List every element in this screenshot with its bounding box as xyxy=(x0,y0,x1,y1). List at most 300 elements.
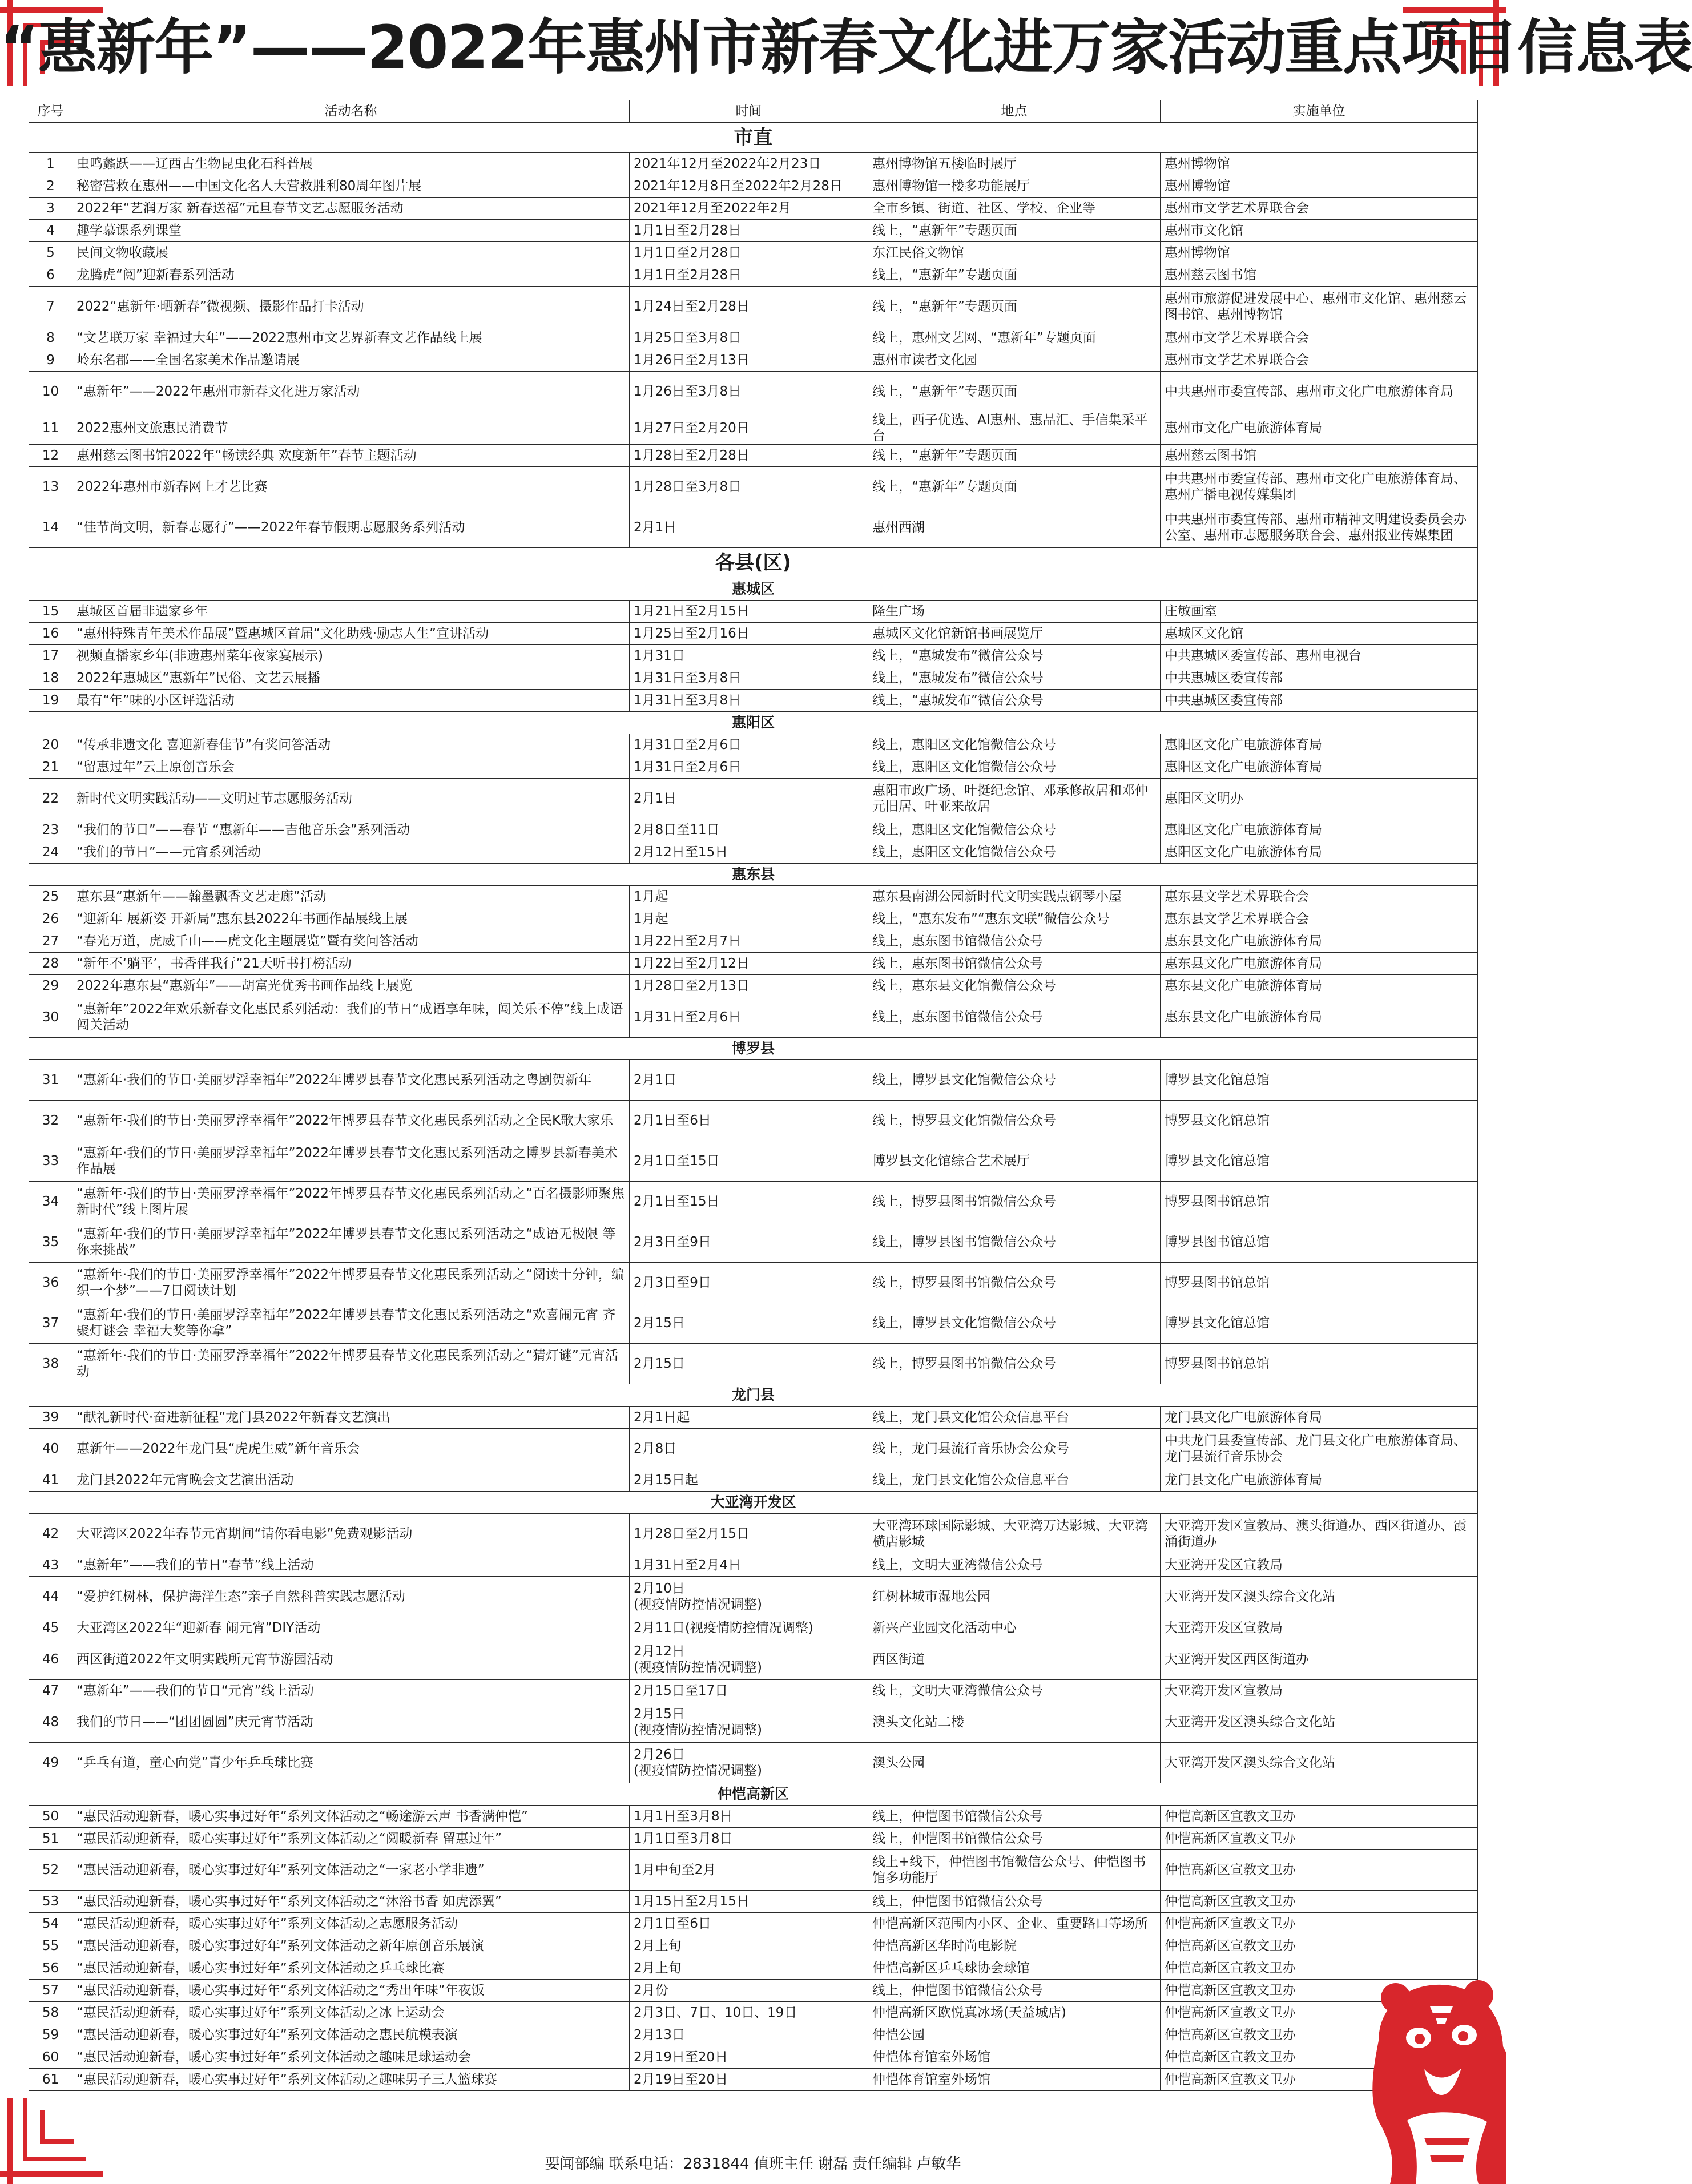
district-title: 仲恺高新区 xyxy=(29,1783,1478,1806)
table-row xyxy=(29,623,1478,645)
cell-time: 1月25日至3月8日 xyxy=(630,327,868,349)
table-body xyxy=(29,123,1478,2091)
table-row xyxy=(29,2069,1478,2091)
cell-no: 49 xyxy=(29,1743,72,1783)
cell-time: 1月21日至2月15日 xyxy=(630,601,868,623)
cell-place: 线上，惠州文艺网、“惠新年”专题页面 xyxy=(868,327,1161,349)
section-title: 市直 xyxy=(29,123,1478,153)
cell-org: 庄敏画室 xyxy=(1161,601,1478,623)
cell-name: “惠民活动迎新春，暖心实事过好年”系列文体活动之“畅途游云声 书香满仲恺” xyxy=(72,1806,630,1828)
cell-org: 中共惠州市委宣传部、惠州市文化广电旅游体育局 xyxy=(1161,372,1478,412)
cell-place: 线上，惠阳区文化馆微信公众号 xyxy=(868,841,1161,864)
table-row xyxy=(29,1891,1478,1913)
cell-org: 仲恺高新区宣教文卫办 xyxy=(1161,2024,1478,2046)
cell-place: 西区街道 xyxy=(868,1639,1161,1680)
cell-place: 线上，“惠城发布”微信公众号 xyxy=(868,645,1161,667)
cell-org: 中共惠城区委宣传部 xyxy=(1161,690,1478,712)
cell-org: 惠州慈云图书馆 xyxy=(1161,264,1478,287)
cell-name: “乒乓有道，童心向党”青少年乒乓球比赛 xyxy=(72,1743,630,1783)
cell-org: 仲恺高新区宣教文卫办 xyxy=(1161,1850,1478,1891)
cell-place: 惠州西湖 xyxy=(868,507,1161,548)
cell-no: 10 xyxy=(29,372,72,412)
cell-time: 2月3日至9日 xyxy=(630,1263,868,1303)
table-row xyxy=(29,1639,1478,1680)
cell-time: 2月1日至15日 xyxy=(630,1182,868,1222)
cell-place: 东江民俗文物馆 xyxy=(868,242,1161,264)
cell-org: 惠州慈云图书馆 xyxy=(1161,445,1478,467)
cell-name: “爱护红树林，保护海洋生态”亲子自然科普实践志愿活动 xyxy=(72,1577,630,1617)
cell-name: 龙腾虎“阅”迎新春系列活动 xyxy=(72,264,630,287)
cell-org: 博罗县文化馆总馆 xyxy=(1161,1101,1478,1141)
table-row xyxy=(29,1303,1478,1344)
cell-org: 博罗县文化馆总馆 xyxy=(1161,1303,1478,1344)
cell-name: “惠州特殊青年美术作品展”暨惠城区首届“文化助残·励志人生”宣讲活动 xyxy=(72,623,630,645)
cell-time: 1月1日至3月8日 xyxy=(630,1828,868,1850)
table-row xyxy=(29,349,1478,372)
cell-org: 大亚湾开发区澳头综合文化站 xyxy=(1161,1577,1478,1617)
cell-no: 5 xyxy=(29,242,72,264)
cell-name: 惠东县“惠新年——翰墨飘香文艺走廊”活动 xyxy=(72,886,630,908)
cell-time: 1月31日至3月8日 xyxy=(630,690,868,712)
cell-place: 线上，博罗县文化馆微信公众号 xyxy=(868,1060,1161,1101)
district-title: 惠东县 xyxy=(29,864,1478,886)
cell-org: 惠州市文化馆 xyxy=(1161,220,1478,242)
cell-name: “惠新年·我们的节日·美丽罗浮幸福年”2022年博罗县春节文化惠民系列活动之“百名摄影师聚焦新时代”线上图片展 xyxy=(72,1182,630,1222)
cell-place: 线上，“惠新年”专题页面 xyxy=(868,467,1161,507)
cell-name: 最有“年”味的小区评选活动 xyxy=(72,690,630,712)
table-row xyxy=(29,264,1478,287)
table-row xyxy=(29,1182,1478,1222)
cell-org: 大亚湾开发区澳头综合文化站 xyxy=(1161,1702,1478,1743)
cell-place: 红树林城市湿地公园 xyxy=(868,1577,1161,1617)
cell-time: 2月8日 xyxy=(630,1429,868,1469)
table-row xyxy=(29,841,1478,864)
cell-place: 线上，西子优选、AI惠州、惠品汇、手信集采平台 xyxy=(868,412,1161,445)
cell-time: 2月1日至6日 xyxy=(630,1101,868,1141)
cell-place: 线上，龙门县流行音乐协会公众号 xyxy=(868,1429,1161,1469)
cell-org: 惠州市文学艺术界联合会 xyxy=(1161,349,1478,372)
table-row xyxy=(29,175,1478,198)
cell-time: 2月19日至20日 xyxy=(630,2046,868,2069)
cell-name: 我们的节日——“团团圆圆”庆元宵节活动 xyxy=(72,1702,630,1743)
cell-time: 2月上旬 xyxy=(630,1935,868,1957)
cell-no: 35 xyxy=(29,1222,72,1263)
cell-no: 61 xyxy=(29,2069,72,2091)
table-row xyxy=(29,372,1478,412)
cell-org: 仲恺高新区宣教文卫办 xyxy=(1161,1980,1478,2002)
table-row xyxy=(29,1407,1478,1429)
cell-name: 秘密营救在惠州——中国文化名人大营救胜利80周年图片展 xyxy=(72,175,630,198)
cell-org: 博罗县文化馆总馆 xyxy=(1161,1060,1478,1101)
cell-place: 线上，仲恺图书馆微信公众号 xyxy=(868,1806,1161,1828)
cell-place: 线上，龙门县文化馆公众信息平台 xyxy=(868,1469,1161,1492)
cell-time: 1月31日至2月4日 xyxy=(630,1554,868,1577)
cell-no: 25 xyxy=(29,886,72,908)
cell-no: 19 xyxy=(29,690,72,712)
cell-no: 42 xyxy=(29,1514,72,1554)
cell-place: 大亚湾环球国际影城、大亚湾万达影城、大亚湾横店影城 xyxy=(868,1514,1161,1554)
cell-time: 2月15日 xyxy=(630,1344,868,1384)
cell-org: 仲恺高新区宣教文卫办 xyxy=(1161,1828,1478,1850)
district-title: 博罗县 xyxy=(29,1038,1478,1060)
cell-no: 2 xyxy=(29,175,72,198)
cell-time: 2月11日(视疫情防控情况调整) xyxy=(630,1617,868,1639)
cell-no: 12 xyxy=(29,445,72,467)
cell-time: 2月份 xyxy=(630,1980,868,2002)
table-row xyxy=(29,1060,1478,1101)
cell-org: 惠州市文学艺术界联合会 xyxy=(1161,198,1478,220)
cell-time: 1月22日至2月12日 xyxy=(630,953,868,975)
cell-name: 西区街道2022年文明实践所元宵节游园活动 xyxy=(72,1639,630,1680)
header-time: 时间 xyxy=(630,100,868,123)
cell-no: 48 xyxy=(29,1702,72,1743)
activity-table xyxy=(29,100,1478,2091)
cell-name: “佳节尚文明，新春志愿行”——2022年春节假期志愿服务系列活动 xyxy=(72,507,630,548)
table-row xyxy=(29,1469,1478,1492)
cell-no: 4 xyxy=(29,220,72,242)
cell-name: 大亚湾区2022年春节元宵期间“请你看电影”免费观影活动 xyxy=(72,1514,630,1554)
cell-place: 线上，惠阳区文化馆微信公众号 xyxy=(868,756,1161,779)
cell-name: “迎新年 展新姿 开新局”惠东县2022年书画作品展线上展 xyxy=(72,908,630,930)
cell-place: 仲恺高新区乒乓球协会球馆 xyxy=(868,1957,1161,1980)
cell-time: 2月1日 xyxy=(630,779,868,819)
table-row xyxy=(29,198,1478,220)
cell-time: 2月1日 xyxy=(630,507,868,548)
cell-org: 惠阳区文明办 xyxy=(1161,779,1478,819)
cell-name: 2022年惠城区“惠新年”民俗、文艺云展播 xyxy=(72,667,630,690)
cell-org: 大亚湾开发区澳头综合文化站 xyxy=(1161,1743,1478,1783)
cell-place: 仲恺高新区欧悦真冰场(天益城店) xyxy=(868,2002,1161,2024)
cell-no: 17 xyxy=(29,645,72,667)
cell-org: 惠阳区文化广电旅游体育局 xyxy=(1161,734,1478,756)
cell-place: 线上，仲恺图书馆微信公众号 xyxy=(868,1828,1161,1850)
district-title: 惠阳区 xyxy=(29,712,1478,734)
cell-place: 线上，“惠新年”专题页面 xyxy=(868,445,1161,467)
tiger-mascot-icon xyxy=(1356,1972,1506,2184)
cell-time: 1月31日至2月6日 xyxy=(630,756,868,779)
cell-place: 博罗县文化馆综合艺术展厅 xyxy=(868,1141,1161,1182)
cell-time: 2月19日至20日 xyxy=(630,2069,868,2091)
district-title: 大亚湾开发区 xyxy=(29,1492,1478,1514)
table-row xyxy=(29,1429,1478,1469)
cell-org: 大亚湾开发区宣教局 xyxy=(1161,1680,1478,1702)
cell-place: 仲恺公园 xyxy=(868,2024,1161,2046)
cell-org: 惠东县文化广电旅游体育局 xyxy=(1161,930,1478,953)
table-row xyxy=(29,1957,1478,1980)
table-row xyxy=(29,1743,1478,1783)
cell-place: 惠阳市政广场、叶挺纪念馆、邓承修故居和邓仲元旧居、叶亚来故居 xyxy=(868,779,1161,819)
cell-no: 24 xyxy=(29,841,72,864)
cell-org: 龙门县文化广电旅游体育局 xyxy=(1161,1469,1478,1492)
table-row xyxy=(29,153,1478,175)
footer-credits: 要闻部编 联系电话：2831844 值班主任 谢磊 责任编辑 卢敏华 xyxy=(545,2155,961,2173)
cell-name: 2022惠州文旅惠民消费节 xyxy=(72,412,630,445)
cell-time: 1月28日至2月28日 xyxy=(630,445,868,467)
cell-name: “留惠过年”云上原创音乐会 xyxy=(72,756,630,779)
table-row xyxy=(29,1850,1478,1891)
cell-time: 2021年12月至2022年2月23日 xyxy=(630,153,868,175)
cell-no: 6 xyxy=(29,264,72,287)
table-row xyxy=(29,1935,1478,1957)
cell-place: 线上，博罗县图书馆微信公众号 xyxy=(868,1182,1161,1222)
cell-name: “惠民活动迎新春，暖心实事过好年”系列文体活动之“秀出年味”年夜饭 xyxy=(72,1980,630,2002)
table-header-row xyxy=(29,100,1478,123)
cell-place: 线上，“惠新年”专题页面 xyxy=(868,220,1161,242)
cell-time: 1月31日至2月6日 xyxy=(630,997,868,1038)
cell-name: “惠新年”——2022年惠州市新春文化进万家活动 xyxy=(72,372,630,412)
cell-no: 23 xyxy=(29,819,72,841)
table-row xyxy=(29,242,1478,264)
cell-no: 28 xyxy=(29,953,72,975)
cell-org: 惠州博物馆 xyxy=(1161,242,1478,264)
cell-place: 线上，“惠东发布”“惠东文联”微信公众号 xyxy=(868,908,1161,930)
cell-time: 2月15日至17日 xyxy=(630,1680,868,1702)
cell-place: 线上，博罗县图书馆微信公众号 xyxy=(868,1344,1161,1384)
cell-org: 中共惠州市委宣传部、惠州市文化广电旅游体育局、惠州广播电视传媒集团 xyxy=(1161,467,1478,507)
cell-name: 2022“惠新年·晒新春”微视频、摄影作品打卡活动 xyxy=(72,287,630,327)
cell-name: “惠民活动迎新春，暖心实事过好年”系列文体活动之“阅暖新春 留惠过年” xyxy=(72,1828,630,1850)
cell-org: 大亚湾开发区宣教局、澳头街道办、西区街道办、霞涌街道办 xyxy=(1161,1514,1478,1554)
cell-no: 51 xyxy=(29,1828,72,1850)
cell-no: 50 xyxy=(29,1806,72,1828)
table-row xyxy=(29,2024,1478,2046)
cell-no: 38 xyxy=(29,1344,72,1384)
table-row xyxy=(29,2046,1478,2069)
cell-place: 线上，博罗县图书馆微信公众号 xyxy=(868,1263,1161,1303)
cell-name: “春光万道，虎威千山——虎文化主题展览”暨有奖问答活动 xyxy=(72,930,630,953)
cell-org: 惠州博物馆 xyxy=(1161,175,1478,198)
cell-org: 大亚湾开发区宣教局 xyxy=(1161,1617,1478,1639)
cell-time: 2月15日起 xyxy=(630,1469,868,1492)
cell-name: “惠民活动迎新春，暖心实事过好年”系列文体活动之新年原创音乐展演 xyxy=(72,1935,630,1957)
table-row xyxy=(29,1101,1478,1141)
cell-time: 2月13日 xyxy=(630,2024,868,2046)
cell-place: 线上，博罗县文化馆微信公众号 xyxy=(868,1303,1161,1344)
cell-place: 惠州博物馆一楼多功能展厅 xyxy=(868,175,1161,198)
cell-no: 55 xyxy=(29,1935,72,1957)
cell-org: 惠州市文学艺术界联合会 xyxy=(1161,327,1478,349)
cell-name: “惠新年·我们的节日·美丽罗浮幸福年”2022年博罗县春节文化惠民系列活动之“欢喜闹元宵 齐聚灯谜会 幸福大奖等你拿” xyxy=(72,1303,630,1344)
district-title: 龙门县 xyxy=(29,1384,1478,1407)
cell-org: 惠东县文化广电旅游体育局 xyxy=(1161,975,1478,997)
cell-time: 1月24日至2月28日 xyxy=(630,287,868,327)
cell-no: 15 xyxy=(29,601,72,623)
district-header-row xyxy=(29,1492,1478,1514)
cell-name: “惠新年”——我们的节日“春节”线上活动 xyxy=(72,1554,630,1577)
table-row xyxy=(29,467,1478,507)
cell-time: 1月起 xyxy=(630,908,868,930)
cell-no: 58 xyxy=(29,2002,72,2024)
table-row xyxy=(29,601,1478,623)
cell-name: 惠城区首届非遗家乡年 xyxy=(72,601,630,623)
table-row xyxy=(29,2002,1478,2024)
cell-name: “献礼新时代·奋进新征程”龙门县2022年新春文艺演出 xyxy=(72,1407,630,1429)
cell-org: 仲恺高新区宣教文卫办 xyxy=(1161,2046,1478,2069)
cell-name: “我们的节日”——元宵系列活动 xyxy=(72,841,630,864)
cell-place: 仲恺高新区华时尚电影院 xyxy=(868,1935,1161,1957)
cell-name: 视频直播家乡年(非遗惠州菜年夜家宴展示) xyxy=(72,645,630,667)
cell-name: “惠新年·我们的节日·美丽罗浮幸福年”2022年博罗县春节文化惠民系列活动之“猜灯谜”元宵活动 xyxy=(72,1344,630,1384)
cell-no: 22 xyxy=(29,779,72,819)
cell-org: 博罗县图书馆总馆 xyxy=(1161,1182,1478,1222)
cell-name: “惠民活动迎新春，暖心实事过好年”系列文体活动之趣味男子三人篮球赛 xyxy=(72,2069,630,2091)
cell-org: 大亚湾开发区宣教局 xyxy=(1161,1554,1478,1577)
cell-name: “惠民活动迎新春，暖心实事过好年”系列文体活动之志愿服务活动 xyxy=(72,1913,630,1935)
cell-no: 20 xyxy=(29,734,72,756)
cell-name: “我们的节日”——春节 “惠新年——吉他音乐会”系列活动 xyxy=(72,819,630,841)
cell-time: 1月26日至2月13日 xyxy=(630,349,868,372)
cell-org: 惠阳区文化广电旅游体育局 xyxy=(1161,841,1478,864)
cell-no: 13 xyxy=(29,467,72,507)
cell-time: 2月1日起 xyxy=(630,1407,868,1429)
cell-time: 1月26日至3月8日 xyxy=(630,372,868,412)
cell-place: 线上+线下，仲恺图书馆微信公众号、仲恺图书馆多功能厅 xyxy=(868,1850,1161,1891)
cell-no: 27 xyxy=(29,930,72,953)
cell-org: 惠东县文化广电旅游体育局 xyxy=(1161,997,1478,1038)
cell-place: 惠州博物馆五楼临时展厅 xyxy=(868,153,1161,175)
table-row xyxy=(29,1680,1478,1702)
cell-place: 线上，惠东图书馆微信公众号 xyxy=(868,997,1161,1038)
section-title: 各县(区) xyxy=(29,548,1478,578)
cell-name: 新时代文明实践活动——文明过节志愿服务活动 xyxy=(72,779,630,819)
cell-org: 仲恺高新区宣教文卫办 xyxy=(1161,2069,1478,2091)
cell-org: 仲恺高新区宣教文卫办 xyxy=(1161,1891,1478,1913)
cell-name: “惠民活动迎新春，暖心实事过好年”系列文体活动之“一家老小学非遗” xyxy=(72,1850,630,1891)
table-row xyxy=(29,908,1478,930)
cell-no: 52 xyxy=(29,1850,72,1891)
cell-org: 惠州市文化广电旅游体育局 xyxy=(1161,412,1478,445)
district-header-row xyxy=(29,1783,1478,1806)
cell-place: 线上，文明大亚湾微信公众号 xyxy=(868,1554,1161,1577)
cell-name: “惠民活动迎新春，暖心实事过好年”系列文体活动之惠民航模表演 xyxy=(72,2024,630,2046)
cell-name: “惠新年·我们的节日·美丽罗浮幸福年”2022年博罗县春节文化惠民系列活动之“成语无极限 等你来挑战” xyxy=(72,1222,630,1263)
cell-place: 澳头公园 xyxy=(868,1743,1161,1783)
cell-name: 龙门县2022年元宵晚会文艺演出活动 xyxy=(72,1469,630,1492)
cell-no: 26 xyxy=(29,908,72,930)
cell-org: 中共龙门县委宣传部、龙门县文化广电旅游体育局、龙门县流行音乐协会 xyxy=(1161,1429,1478,1469)
cell-place: 线上，惠阳区文化馆微信公众号 xyxy=(868,734,1161,756)
cell-no: 3 xyxy=(29,198,72,220)
table-row xyxy=(29,445,1478,467)
cell-time: 2月10日 (视疫情防控情况调整) xyxy=(630,1577,868,1617)
cell-org: 博罗县图书馆总馆 xyxy=(1161,1263,1478,1303)
cell-place: 线上，惠东县文化馆微信公众号 xyxy=(868,975,1161,997)
cell-name: 岭东名郡——全国名家美术作品邀请展 xyxy=(72,349,630,372)
cell-org: 中共惠州市委宣传部、惠州市精神文明建设委员会办公室、惠州市志愿服务联合会、惠州报业传媒集团 xyxy=(1161,507,1478,548)
cell-name: “新年不‘躺平’，书香伴我行”21天听书打榜活动 xyxy=(72,953,630,975)
district-header-row xyxy=(29,712,1478,734)
cell-place: 线上，“惠城发布”微信公众号 xyxy=(868,667,1161,690)
cell-no: 56 xyxy=(29,1957,72,1980)
cell-name: “惠新年·我们的节日·美丽罗浮幸福年”2022年博罗县春节文化惠民系列活动之博罗县新春美术作品展 xyxy=(72,1141,630,1182)
table-row xyxy=(29,886,1478,908)
cell-no: 29 xyxy=(29,975,72,997)
cell-no: 14 xyxy=(29,507,72,548)
cell-no: 33 xyxy=(29,1141,72,1182)
cell-org: 仲恺高新区宣教文卫办 xyxy=(1161,2002,1478,2024)
cell-name: 趣学慕课系列课堂 xyxy=(72,220,630,242)
cell-no: 30 xyxy=(29,997,72,1038)
table-row xyxy=(29,1514,1478,1554)
table-row xyxy=(29,412,1478,445)
cell-place: 隆生广场 xyxy=(868,601,1161,623)
cell-no: 36 xyxy=(29,1263,72,1303)
cell-place: 线上，博罗县图书馆微信公众号 xyxy=(868,1222,1161,1263)
table-row xyxy=(29,1617,1478,1639)
cell-name: “惠新年”——我们的节日“元宵”线上活动 xyxy=(72,1680,630,1702)
cell-name: 2022年惠州市新春网上才艺比赛 xyxy=(72,467,630,507)
cell-no: 18 xyxy=(29,667,72,690)
cell-place: 线上，惠东图书馆微信公众号 xyxy=(868,953,1161,975)
cell-no: 47 xyxy=(29,1680,72,1702)
cell-place: 澳头文化站二楼 xyxy=(868,1702,1161,1743)
cell-no: 31 xyxy=(29,1060,72,1101)
cell-no: 53 xyxy=(29,1891,72,1913)
cell-name: “惠新年·我们的节日·美丽罗浮幸福年”2022年博罗县春节文化惠民系列活动之全民K歌大家乐 xyxy=(72,1101,630,1141)
cell-org: 惠州博物馆 xyxy=(1161,153,1478,175)
cell-name: “惠民活动迎新春，暖心实事过好年”系列文体活动之“沐浴书香 如虎添翼” xyxy=(72,1891,630,1913)
cell-time: 2月1日至15日 xyxy=(630,1141,868,1182)
cell-time: 2月8日至11日 xyxy=(630,819,868,841)
cell-time: 2月3日至9日 xyxy=(630,1222,868,1263)
cell-place: 仲恺体育馆室外场馆 xyxy=(868,2046,1161,2069)
cell-time: 2021年12月8日至2022年2月28日 xyxy=(630,175,868,198)
cell-name: “惠新年·我们的节日·美丽罗浮幸福年”2022年博罗县春节文化惠民系列活动之“阅读十分钟，编织一个梦”——7日阅读计划 xyxy=(72,1263,630,1303)
cell-time: 1月31日 xyxy=(630,645,868,667)
cell-time: 1月1日至2月28日 xyxy=(630,220,868,242)
cell-name: “文艺联万家 幸福过大年”——2022惠州市文艺界新春文艺作品线上展 xyxy=(72,327,630,349)
header-org: 实施单位 xyxy=(1161,100,1478,123)
cell-time: 1月中旬至2月 xyxy=(630,1850,868,1891)
table-row xyxy=(29,975,1478,997)
cell-no: 43 xyxy=(29,1554,72,1577)
cell-time: 2月1日 xyxy=(630,1060,868,1101)
cell-time: 2月15日 xyxy=(630,1303,868,1344)
table-row xyxy=(29,734,1478,756)
cell-no: 34 xyxy=(29,1182,72,1222)
cell-no: 8 xyxy=(29,327,72,349)
cell-name: 虫鸣蠡跃——辽西古生物昆虫化石科普展 xyxy=(72,153,630,175)
cell-org: 惠阳区文化广电旅游体育局 xyxy=(1161,756,1478,779)
header-place: 地点 xyxy=(868,100,1161,123)
cell-place: 仲恺高新区范围内小区、企业、重要路口等场所 xyxy=(868,1913,1161,1935)
cell-time: 2月上旬 xyxy=(630,1957,868,1980)
cell-no: 11 xyxy=(29,412,72,445)
cell-time: 1月28日至2月13日 xyxy=(630,975,868,997)
cell-no: 21 xyxy=(29,756,72,779)
cell-place: 线上，博罗县文化馆微信公众号 xyxy=(868,1101,1161,1141)
cell-org: 惠阳区文化广电旅游体育局 xyxy=(1161,819,1478,841)
table-row xyxy=(29,327,1478,349)
cell-org: 博罗县图书馆总馆 xyxy=(1161,1344,1478,1384)
district-header-row xyxy=(29,864,1478,886)
table-row xyxy=(29,507,1478,548)
cell-no: 9 xyxy=(29,349,72,372)
cell-org: 仲恺高新区宣教文卫办 xyxy=(1161,1935,1478,1957)
page-title: “惠新年”——2022年惠州市新春文化进万家活动重点项目信息表 xyxy=(0,13,1692,82)
cell-place: 惠东县南湖公园新时代文明实践点钢琴小屋 xyxy=(868,886,1161,908)
table-row xyxy=(29,930,1478,953)
cell-no: 54 xyxy=(29,1913,72,1935)
cell-time: 1月15日至2月15日 xyxy=(630,1891,868,1913)
cell-no: 32 xyxy=(29,1101,72,1141)
cell-org: 惠东县文化广电旅游体育局 xyxy=(1161,953,1478,975)
cell-place: 线上，仲恺图书馆微信公众号 xyxy=(868,1891,1161,1913)
cell-time: 1月1日至2月28日 xyxy=(630,264,868,287)
cell-org: 仲恺高新区宣教文卫办 xyxy=(1161,1913,1478,1935)
table-row xyxy=(29,756,1478,779)
cell-time: 2月15日 (视疫情防控情况调整) xyxy=(630,1702,868,1743)
